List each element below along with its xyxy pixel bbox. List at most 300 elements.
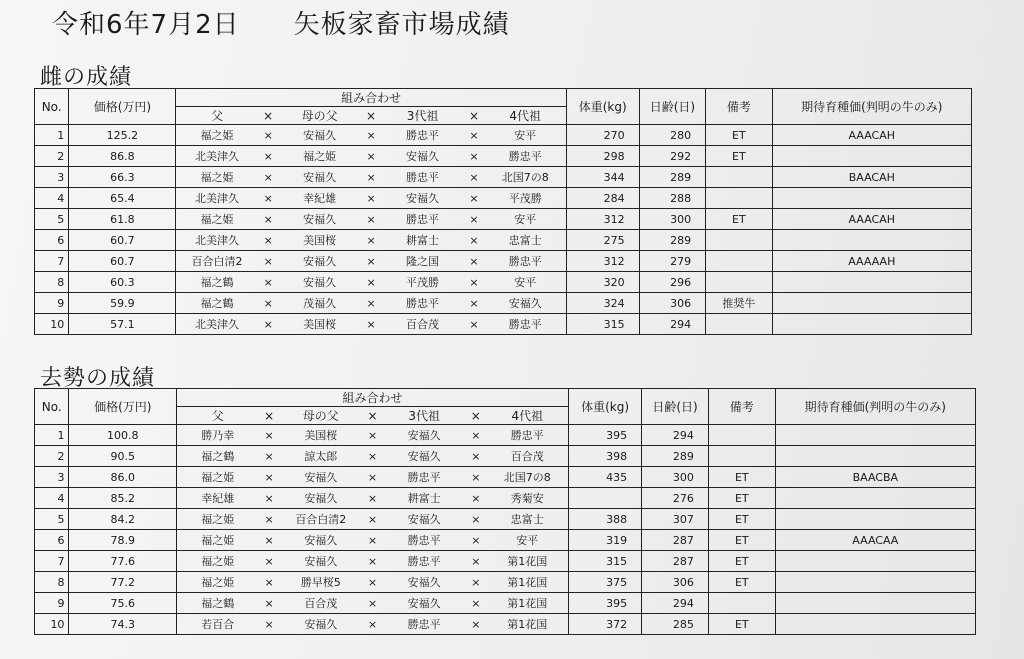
- expected-value-cell: BAACAH: [772, 167, 971, 188]
- header-row: [35, 89, 972, 107]
- father-cell: 北美津久: [176, 230, 257, 251]
- cross-mark: ×: [257, 272, 278, 293]
- weight-cell: 312: [566, 209, 639, 230]
- weight-cell: 435: [568, 467, 641, 488]
- age-cell: 287: [642, 530, 709, 551]
- fourth-sire-cell: 安福久: [485, 293, 567, 314]
- cross-mark: ×: [362, 488, 384, 509]
- expected-value-cell: [772, 188, 971, 209]
- cross-mark: ×: [463, 146, 484, 167]
- row-number: 7: [35, 551, 69, 572]
- price-cell: 77.2: [69, 572, 177, 593]
- expected-value-cell: [775, 488, 975, 509]
- row-number: 2: [35, 446, 69, 467]
- price-cell: 65.4: [69, 188, 176, 209]
- price-cell: 61.8: [69, 209, 176, 230]
- third-sire-cell: 勝忠平: [382, 167, 463, 188]
- fourth-sire-cell: 安平: [485, 125, 567, 146]
- weight-cell: 372: [568, 614, 641, 635]
- maternal-grandsire-cell: 勝早桜5: [280, 572, 362, 593]
- maternal-grandsire-cell: 安福久: [280, 488, 362, 509]
- row-number: 8: [35, 572, 69, 593]
- weight-cell: 270: [566, 125, 639, 146]
- header-expected-breeding-value: 期待育種価(判明の牛のみ): [772, 89, 971, 125]
- age-cell: 292: [639, 146, 705, 167]
- price-cell: 57.1: [69, 314, 176, 335]
- expected-value-cell: [775, 614, 975, 635]
- expected-value-cell: AAACAH: [772, 125, 971, 146]
- cross-mark: ×: [257, 314, 278, 335]
- row-number: 5: [35, 209, 69, 230]
- maternal-grandsire-cell: 幸紀雄: [279, 188, 360, 209]
- header-age: 日齢(日): [642, 389, 709, 425]
- cross-mark: ×: [463, 230, 484, 251]
- row-number: 4: [35, 488, 69, 509]
- weight-cell: 312: [566, 251, 639, 272]
- age-cell: 294: [642, 593, 709, 614]
- notes-cell: [708, 425, 775, 446]
- age-cell: 289: [639, 230, 705, 251]
- price-cell: 60.7: [69, 230, 176, 251]
- weight-cell: 319: [568, 530, 641, 551]
- third-sire-cell: 勝忠平: [382, 125, 463, 146]
- father-cell: 百合白清2: [176, 251, 257, 272]
- notes-cell: [706, 230, 772, 251]
- age-cell: 294: [642, 425, 709, 446]
- age-cell: 294: [639, 314, 705, 335]
- table-row: [35, 572, 976, 593]
- notes-cell: 推奨牛: [706, 293, 772, 314]
- maternal-grandsire-cell: 美国桜: [279, 230, 360, 251]
- header-cross: ×: [463, 107, 484, 125]
- table-row: [35, 614, 976, 635]
- cross-mark: ×: [360, 314, 381, 335]
- price-cell: 77.6: [69, 551, 177, 572]
- cross-mark: ×: [360, 230, 381, 251]
- father-cell: 北美津久: [176, 146, 257, 167]
- age-cell: 288: [639, 188, 705, 209]
- father-cell: 福之鶴: [176, 272, 257, 293]
- notes-cell: ET: [708, 467, 775, 488]
- header-age: 日齢(日): [639, 89, 705, 125]
- age-cell: 307: [642, 509, 709, 530]
- expected-value-cell: [775, 509, 975, 530]
- notes-cell: ET: [706, 146, 772, 167]
- table-row: [35, 209, 972, 230]
- notes-cell: [706, 188, 772, 209]
- cross-mark: ×: [463, 209, 484, 230]
- row-number: 1: [35, 425, 69, 446]
- row-number: 6: [35, 530, 69, 551]
- notes-cell: [706, 251, 772, 272]
- father-cell: 幸紀雄: [177, 488, 259, 509]
- header-notes: 備考: [706, 89, 772, 125]
- price-cell: 90.5: [69, 446, 177, 467]
- header-price: 価格(万円): [69, 389, 177, 425]
- third-sire-cell: 勝忠平: [383, 551, 465, 572]
- notes-cell: ET: [708, 551, 775, 572]
- cross-mark: ×: [463, 188, 484, 209]
- father-cell: 福之姫: [176, 167, 257, 188]
- steer-section-title: 去勢の成績: [40, 366, 156, 391]
- weight-cell: 324: [566, 293, 639, 314]
- father-cell: 北美津久: [176, 188, 257, 209]
- price-cell: 60.7: [69, 251, 176, 272]
- father-cell: 勝乃幸: [177, 425, 259, 446]
- weight-cell: 315: [568, 551, 641, 572]
- expected-value-cell: AAACAA: [775, 530, 975, 551]
- steer-results-table: [34, 388, 976, 635]
- table-row: [35, 188, 972, 209]
- third-sire-cell: 耕富士: [383, 488, 465, 509]
- maternal-grandsire-cell: 百合茂: [280, 593, 362, 614]
- fourth-sire-cell: 第1花国: [487, 593, 569, 614]
- expected-value-cell: [772, 293, 971, 314]
- expected-value-cell: [775, 593, 975, 614]
- expected-value-cell: [772, 146, 971, 167]
- expected-value-cell: [772, 314, 971, 335]
- weight-cell: 395: [568, 593, 641, 614]
- price-cell: 85.2: [69, 488, 177, 509]
- fourth-sire-cell: 平茂勝: [485, 188, 567, 209]
- fourth-sire-cell: 安平: [487, 530, 569, 551]
- cross-mark: ×: [465, 467, 487, 488]
- maternal-grandsire-cell: 安福久: [280, 614, 362, 635]
- table-row: [35, 446, 976, 467]
- fourth-sire-cell: 安平: [485, 209, 567, 230]
- row-number: 8: [35, 272, 69, 293]
- header-father: 父: [176, 107, 257, 125]
- third-sire-cell: 安福久: [383, 425, 465, 446]
- cross-mark: ×: [362, 425, 384, 446]
- cross-mark: ×: [463, 314, 484, 335]
- cross-mark: ×: [360, 125, 381, 146]
- cross-mark: ×: [257, 146, 278, 167]
- father-cell: 福之姫: [177, 551, 259, 572]
- expected-value-cell: [775, 551, 975, 572]
- father-cell: 福之鶴: [177, 593, 259, 614]
- table-row: [35, 230, 972, 251]
- row-number: 6: [35, 230, 69, 251]
- age-cell: 296: [639, 272, 705, 293]
- table-row: [35, 488, 976, 509]
- notes-cell: ET: [708, 509, 775, 530]
- cross-mark: ×: [257, 188, 278, 209]
- notes-cell: ET: [706, 125, 772, 146]
- age-cell: 279: [639, 251, 705, 272]
- weight-cell: 320: [566, 272, 639, 293]
- row-number: 4: [35, 188, 69, 209]
- table-row: [35, 272, 972, 293]
- cross-mark: ×: [257, 125, 278, 146]
- cross-mark: ×: [257, 230, 278, 251]
- third-sire-cell: 平茂勝: [382, 272, 463, 293]
- age-cell: 276: [642, 488, 709, 509]
- maternal-grandsire-cell: 諒太郎: [280, 446, 362, 467]
- notes-cell: ET: [706, 209, 772, 230]
- father-cell: 福之姫: [177, 572, 259, 593]
- row-number: 3: [35, 467, 69, 488]
- fourth-sire-cell: 安平: [485, 272, 567, 293]
- age-cell: 289: [642, 446, 709, 467]
- cross-mark: ×: [360, 272, 381, 293]
- third-sire-cell: 勝忠平: [382, 293, 463, 314]
- expected-value-cell: [775, 446, 975, 467]
- cross-mark: ×: [258, 614, 280, 635]
- cross-mark: ×: [360, 293, 381, 314]
- father-cell: 福之鶴: [177, 446, 259, 467]
- father-cell: 福之姫: [177, 467, 259, 488]
- price-cell: 86.8: [69, 146, 176, 167]
- third-sire-cell: 安福久: [383, 446, 465, 467]
- father-cell: 福之姫: [176, 209, 257, 230]
- cross-mark: ×: [360, 167, 381, 188]
- notes-cell: ET: [708, 488, 775, 509]
- price-cell: 60.3: [69, 272, 176, 293]
- fourth-sire-cell: 勝忠平: [485, 146, 567, 167]
- cross-mark: ×: [360, 188, 381, 209]
- cross-mark: ×: [362, 593, 384, 614]
- header-maternal-grandsire: 母の父: [279, 107, 360, 125]
- header-weight: 体重(kg): [566, 89, 639, 125]
- cross-mark: ×: [465, 551, 487, 572]
- cross-mark: ×: [465, 488, 487, 509]
- notes-cell: [708, 593, 775, 614]
- header-cross: ×: [257, 107, 278, 125]
- cross-mark: ×: [360, 251, 381, 272]
- maternal-grandsire-cell: 安福久: [279, 209, 360, 230]
- age-cell: 306: [642, 572, 709, 593]
- cross-mark: ×: [257, 209, 278, 230]
- father-cell: 福之姫: [177, 530, 259, 551]
- row-number: 2: [35, 146, 69, 167]
- header-fourth-sire: 4代祖: [487, 407, 569, 425]
- expected-value-cell: BAACBA: [775, 467, 975, 488]
- header-notes: 備考: [708, 389, 775, 425]
- father-cell: 福之姫: [177, 509, 259, 530]
- row-number: 5: [35, 509, 69, 530]
- row-number: 10: [35, 314, 69, 335]
- price-cell: 100.8: [69, 425, 177, 446]
- father-cell: 北美津久: [176, 314, 257, 335]
- cross-mark: ×: [463, 167, 484, 188]
- age-cell: 289: [639, 167, 705, 188]
- price-cell: 75.6: [69, 593, 177, 614]
- third-sire-cell: 勝忠平: [382, 209, 463, 230]
- cross-mark: ×: [362, 572, 384, 593]
- third-sire-cell: 安福久: [383, 572, 465, 593]
- father-cell: 若百合: [177, 614, 259, 635]
- weight-cell: 298: [566, 146, 639, 167]
- maternal-grandsire-cell: 安福久: [280, 467, 362, 488]
- fourth-sire-cell: 第1花国: [487, 551, 569, 572]
- price-cell: 59.9: [69, 293, 176, 314]
- header-price: 価格(万円): [69, 89, 176, 125]
- fourth-sire-cell: 第1花国: [487, 614, 569, 635]
- cross-mark: ×: [362, 551, 384, 572]
- header-weight: 体重(kg): [568, 389, 641, 425]
- table-row: [35, 293, 972, 314]
- cross-mark: ×: [465, 446, 487, 467]
- heifer-section-title: 雌の成績: [40, 65, 133, 90]
- table-row: [35, 467, 976, 488]
- fourth-sire-cell: 北国7の8: [487, 467, 569, 488]
- fourth-sire-cell: 秀菊安: [487, 488, 569, 509]
- cross-mark: ×: [362, 467, 384, 488]
- third-sire-cell: 安福久: [383, 509, 465, 530]
- third-sire-cell: 百合茂: [382, 314, 463, 335]
- notes-cell: ET: [708, 572, 775, 593]
- maternal-grandsire-cell: 美国桜: [279, 314, 360, 335]
- fourth-sire-cell: 勝忠平: [485, 314, 567, 335]
- price-cell: 78.9: [69, 530, 177, 551]
- header-expected-breeding-value: 期待育種価(判明の牛のみ): [775, 389, 975, 425]
- header-row: [35, 389, 976, 407]
- cross-mark: ×: [360, 209, 381, 230]
- table-row: [35, 167, 972, 188]
- maternal-grandsire-cell: 安福久: [280, 551, 362, 572]
- third-sire-cell: 安福久: [383, 593, 465, 614]
- weight-cell: 344: [566, 167, 639, 188]
- cross-mark: ×: [258, 572, 280, 593]
- maternal-grandsire-cell: 安福久: [279, 125, 360, 146]
- price-cell: 84.2: [69, 509, 177, 530]
- header-cross: ×: [360, 107, 381, 125]
- header-cross: ×: [258, 407, 280, 425]
- notes-cell: [708, 446, 775, 467]
- cross-mark: ×: [463, 125, 484, 146]
- age-cell: 280: [639, 125, 705, 146]
- cross-mark: ×: [465, 593, 487, 614]
- maternal-grandsire-cell: 茂福久: [279, 293, 360, 314]
- cross-mark: ×: [258, 446, 280, 467]
- third-sire-cell: 勝忠平: [383, 467, 465, 488]
- cross-mark: ×: [463, 293, 484, 314]
- fourth-sire-cell: 百合茂: [487, 446, 569, 467]
- expected-value-cell: [772, 272, 971, 293]
- fourth-sire-cell: 勝忠平: [485, 251, 567, 272]
- row-number: 9: [35, 593, 69, 614]
- row-number: 10: [35, 614, 69, 635]
- fourth-sire-cell: 忠富士: [485, 230, 567, 251]
- cross-mark: ×: [463, 251, 484, 272]
- notes-cell: [706, 167, 772, 188]
- cross-mark: ×: [258, 425, 280, 446]
- cross-mark: ×: [465, 509, 487, 530]
- table-row: [35, 551, 976, 572]
- heifer-results-table: [34, 88, 972, 335]
- header-cross: ×: [362, 407, 384, 425]
- notes-cell: ET: [708, 530, 775, 551]
- header-combination: 組み合わせ: [177, 389, 569, 407]
- row-number: 7: [35, 251, 69, 272]
- cross-mark: ×: [257, 293, 278, 314]
- row-number: 3: [35, 167, 69, 188]
- father-cell: 福之姫: [176, 125, 257, 146]
- price-cell: 86.0: [69, 467, 177, 488]
- cross-mark: ×: [362, 446, 384, 467]
- table-row: [35, 146, 972, 167]
- age-cell: 287: [642, 551, 709, 572]
- maternal-grandsire-cell: 美国桜: [280, 425, 362, 446]
- cross-mark: ×: [360, 146, 381, 167]
- cross-mark: ×: [258, 551, 280, 572]
- header-fourth-sire: 4代祖: [485, 107, 567, 125]
- cross-mark: ×: [258, 488, 280, 509]
- third-sire-cell: 安福久: [382, 188, 463, 209]
- cross-mark: ×: [258, 593, 280, 614]
- table-row: [35, 125, 972, 146]
- weight-cell: 284: [566, 188, 639, 209]
- row-number: 9: [35, 293, 69, 314]
- cross-mark: ×: [362, 509, 384, 530]
- weight-cell: 388: [568, 509, 641, 530]
- maternal-grandsire-cell: 百合白清2: [280, 509, 362, 530]
- third-sire-cell: 勝忠平: [383, 614, 465, 635]
- header-third-sire: 3代祖: [383, 407, 465, 425]
- fourth-sire-cell: 勝忠平: [487, 425, 569, 446]
- weight-cell: [568, 488, 641, 509]
- expected-value-cell: AAACAH: [772, 209, 971, 230]
- age-cell: 300: [642, 467, 709, 488]
- maternal-grandsire-cell: 安福久: [279, 272, 360, 293]
- table-row: [35, 593, 976, 614]
- cross-mark: ×: [257, 251, 278, 272]
- expected-value-cell: [775, 572, 975, 593]
- notes-cell: [706, 272, 772, 293]
- cross-mark: ×: [362, 614, 384, 635]
- header-no: No.: [35, 389, 69, 425]
- cross-mark: ×: [258, 509, 280, 530]
- cross-mark: ×: [465, 530, 487, 551]
- cross-mark: ×: [258, 530, 280, 551]
- fourth-sire-cell: 北国7の8: [485, 167, 567, 188]
- weight-cell: 375: [568, 572, 641, 593]
- cross-mark: ×: [362, 530, 384, 551]
- header-combination: 組み合わせ: [176, 89, 566, 107]
- third-sire-cell: 勝忠平: [383, 530, 465, 551]
- notes-cell: ET: [708, 614, 775, 635]
- price-cell: 66.3: [69, 167, 176, 188]
- page-title: 令和6年7月2日 矢板家畜市場成績: [52, 10, 510, 40]
- maternal-grandsire-cell: 安福久: [279, 251, 360, 272]
- table-row: [35, 314, 972, 335]
- cross-mark: ×: [257, 167, 278, 188]
- fourth-sire-cell: 忠富士: [487, 509, 569, 530]
- weight-cell: 315: [566, 314, 639, 335]
- age-cell: 285: [642, 614, 709, 635]
- table-row: [35, 530, 976, 551]
- cross-mark: ×: [258, 467, 280, 488]
- maternal-grandsire-cell: 福之姫: [279, 146, 360, 167]
- cross-mark: ×: [465, 425, 487, 446]
- age-cell: 306: [639, 293, 705, 314]
- weight-cell: 275: [566, 230, 639, 251]
- price-cell: 74.3: [69, 614, 177, 635]
- third-sire-cell: 安福久: [382, 146, 463, 167]
- third-sire-cell: 隆之国: [382, 251, 463, 272]
- table-row: [35, 509, 976, 530]
- header-cross: ×: [465, 407, 487, 425]
- maternal-grandsire-cell: 安福久: [279, 167, 360, 188]
- header-no: No.: [35, 89, 69, 125]
- table-row: [35, 425, 976, 446]
- age-cell: 300: [639, 209, 705, 230]
- row-number: 1: [35, 125, 69, 146]
- price-cell: 125.2: [69, 125, 176, 146]
- third-sire-cell: 耕富士: [382, 230, 463, 251]
- expected-value-cell: [772, 230, 971, 251]
